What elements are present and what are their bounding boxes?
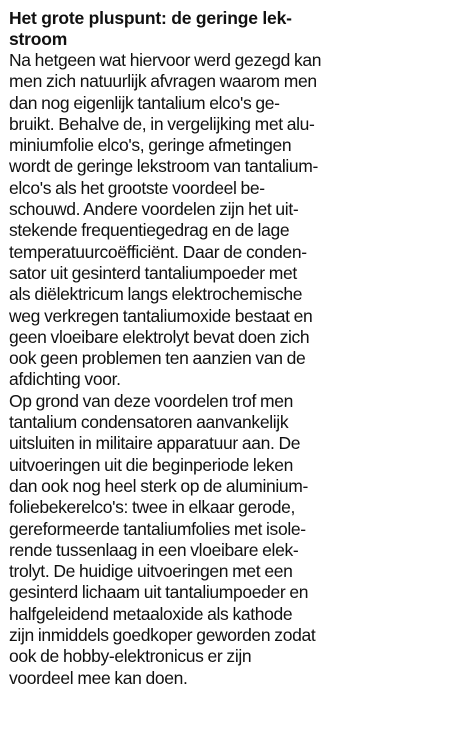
- paragraph-1: [9, 50, 451, 391]
- text-line: halfgeleidend metaaloxide als kathode: [9, 603, 293, 624]
- text-line: gereformeerde tantaliumfolies met isole-: [9, 518, 306, 539]
- text-line: als diëlektricum langs elektrochemische: [9, 284, 303, 305]
- text-line: dan ook nog heel sterk op de aluminium-: [9, 475, 309, 496]
- text-line: dan nog eigenlijk tantalium elco's ge-: [9, 92, 280, 113]
- text-line: stekende frequentiegedrag en de lage: [9, 220, 290, 241]
- text-line: uitsluiten in militaire apparatuur aan. De: [9, 433, 301, 454]
- paragraph-2: [9, 391, 451, 689]
- article-heading: [9, 8, 451, 50]
- text-line: sator uit gesinterd tantaliumpoeder met: [9, 262, 297, 283]
- text-line: trolyt. De huidige uitvoeringen met een: [9, 561, 293, 582]
- text-line: Op grond van deze voordelen trof men: [9, 390, 294, 411]
- text-line: miniumfolie elco's, geringe afmetingen: [9, 135, 292, 156]
- heading-line: stroom: [9, 29, 68, 49]
- text-line: uitvoeringen uit die beginperiode leken: [9, 454, 294, 475]
- heading-line: Het grote pluspunt: de geringe lek-: [9, 8, 292, 28]
- text-line: ook de hobby-elektronicus er zijn: [9, 646, 252, 667]
- text-line: schouwd. Andere voordelen zijn het uit-: [9, 199, 299, 220]
- text-line: wordt de geringe lekstroom van tantalium-: [9, 156, 319, 177]
- text-line: gesinterd lichaam uit tantaliumpoeder en: [9, 582, 309, 603]
- text-line: weg verkregen tantaliumoxide bestaat en: [9, 305, 313, 326]
- text-line: voordeel mee kan doen.: [9, 667, 188, 688]
- text-line: Na hetgeen wat hiervoor werd gezegd kan: [9, 50, 322, 70]
- text-line: temperatuurcoëfficiënt. Daar de conden-: [9, 241, 307, 262]
- text-line: bruikt. Behalve de, in vergelijking met alu-: [9, 113, 315, 134]
- text-line: zijn inmiddels goedkoper geworden zodat: [9, 625, 316, 646]
- text-line: elco's als het grootste voordeel be-: [9, 177, 265, 198]
- article: [9, 8, 451, 689]
- text-line: tantalium condensatoren aanvankelijk: [9, 412, 289, 433]
- text-line: geen vloeibare elektrolyt bevat doen zich: [9, 326, 310, 347]
- text-line: ook geen problemen ten aanzien van de: [9, 348, 306, 369]
- text-line: men zich natuurlijk afvragen waarom men: [9, 71, 317, 92]
- text-line: foliebekerelco's: twee in elkaar gerode,: [9, 497, 295, 518]
- text-line: afdichting voor.: [9, 369, 121, 390]
- text-line: rende tussenlaag in een vloeibare elek-: [9, 539, 299, 560]
